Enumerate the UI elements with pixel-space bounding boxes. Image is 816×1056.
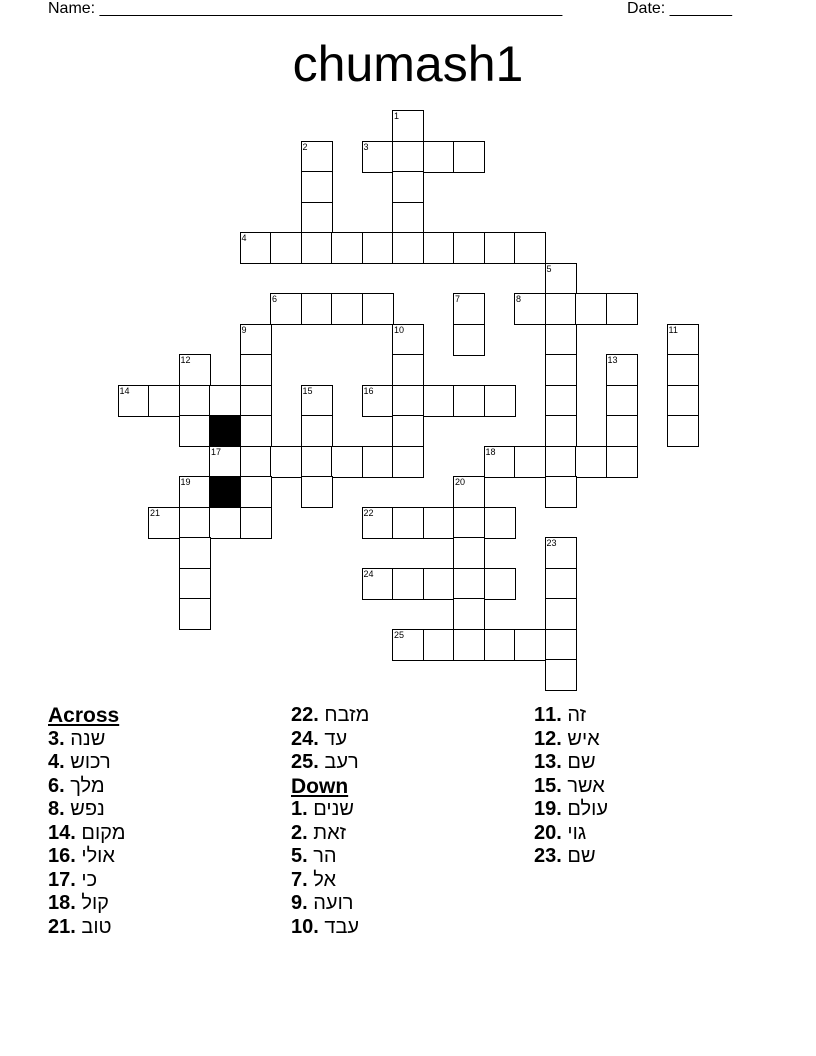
clue-word: אל	[313, 868, 337, 891]
clue-word: עולם	[567, 798, 608, 820]
cell-number: 4	[241, 233, 247, 243]
grid-cell[interactable]	[362, 293, 394, 325]
grid-cell[interactable]	[453, 232, 485, 264]
grid-cell[interactable]	[362, 141, 394, 173]
clue-number: 2.	[291, 821, 308, 844]
clue-number: 4.	[48, 751, 65, 773]
grid-cell[interactable]	[606, 446, 638, 478]
grid-cell[interactable]	[270, 293, 302, 325]
cell-number: 2	[302, 141, 308, 152]
grid-cell[interactable]	[545, 293, 577, 325]
cell-number: 14	[119, 385, 130, 396]
grid-cell[interactable]	[453, 537, 485, 569]
cell-number: 15	[302, 385, 313, 396]
grid-cell[interactable]	[484, 446, 516, 478]
cell-number: 7	[455, 294, 461, 304]
clue-word: גוי	[567, 821, 587, 844]
clue-number: 14.	[48, 821, 76, 844]
cell-number: 1	[394, 111, 400, 121]
clue-word: רכוש	[70, 751, 111, 773]
grid-cell[interactable]	[392, 507, 424, 539]
grid-cell[interactable]	[240, 476, 272, 508]
clue-word: איש	[567, 727, 600, 750]
clue-number: 8.	[48, 798, 65, 820]
cell-number: 9	[241, 324, 247, 335]
grid-cell[interactable]	[209, 385, 241, 417]
clue-number: 18.	[48, 892, 76, 914]
grid-cell[interactable]	[392, 110, 424, 142]
grid-cell[interactable]	[270, 232, 302, 264]
clue-word: קול	[81, 892, 109, 914]
clue-item	[534, 822, 608, 846]
clue-word: עד	[324, 727, 348, 750]
grid-cell[interactable]	[423, 385, 455, 417]
grid-cell[interactable]	[362, 232, 394, 264]
clue-number: 11.	[534, 704, 562, 726]
grid-cell[interactable]	[392, 232, 424, 264]
clue-number: 15.	[534, 774, 562, 797]
grid-cell[interactable]	[453, 385, 485, 417]
grid-cell[interactable]	[392, 629, 424, 661]
clue-number: 24.	[291, 727, 319, 750]
grid-cell[interactable]	[667, 354, 699, 386]
clue-number: 19.	[534, 798, 562, 820]
grid-cell[interactable]	[667, 324, 699, 356]
grid-cell[interactable]	[453, 476, 485, 508]
grid-cell[interactable]	[514, 446, 546, 478]
grid-cell[interactable]	[209, 507, 241, 539]
grid-cell[interactable]	[362, 568, 394, 600]
cell-number: 3	[363, 141, 369, 152]
grid-cell[interactable]	[362, 385, 394, 417]
grid-cell[interactable]	[606, 415, 638, 447]
clue-word: רועה	[313, 892, 354, 914]
grid-cell[interactable]	[545, 537, 577, 569]
clue-word: זה	[567, 704, 587, 726]
grid-cell[interactable]	[179, 476, 211, 508]
grid-cell[interactable]	[484, 232, 516, 264]
clue-number: 9.	[291, 892, 308, 914]
grid-cell[interactable]	[301, 415, 333, 447]
clue-word: אשר	[567, 774, 605, 797]
grid-cell[interactable]	[484, 568, 516, 600]
grid-cell[interactable]	[545, 598, 577, 630]
grid-cell[interactable]	[179, 537, 211, 569]
grid-cell[interactable]	[301, 476, 333, 508]
clue-item	[48, 751, 125, 775]
grid-cell[interactable]	[545, 568, 577, 600]
grid-cell[interactable]	[667, 415, 699, 447]
clue-item	[534, 845, 608, 869]
grid-cell[interactable]	[240, 415, 272, 447]
clue-item	[534, 798, 608, 822]
grid-cell[interactable]	[423, 141, 455, 173]
grid-cell[interactable]	[545, 659, 577, 691]
grid-cell[interactable]	[301, 293, 333, 325]
grid-cell[interactable]	[453, 507, 485, 539]
grid-cell[interactable]	[392, 354, 424, 386]
clue-item	[291, 822, 369, 846]
clue-item	[48, 892, 125, 916]
clue-word: מקום	[81, 821, 126, 844]
cell-number: 21	[150, 507, 161, 518]
clue-item	[534, 775, 608, 799]
grid-cell[interactable]	[148, 385, 180, 417]
cell-number: 10	[394, 324, 405, 335]
clue-column-2	[291, 704, 369, 939]
grid-cell[interactable]	[575, 446, 607, 478]
cell-number: 11	[668, 324, 678, 335]
grid-cell[interactable]	[545, 476, 577, 508]
grid-cell[interactable]	[667, 385, 699, 417]
clue-word: שם	[567, 845, 596, 867]
clue-item	[48, 798, 125, 822]
grid-cell[interactable]	[301, 446, 333, 478]
grid-cell[interactable]	[331, 293, 363, 325]
grid-cell[interactable]	[453, 598, 485, 630]
clue-word: שנה	[70, 727, 106, 750]
grid-cell[interactable]	[423, 232, 455, 264]
grid-cell[interactable]	[545, 385, 577, 417]
clue-item	[291, 798, 369, 822]
cell-number: 12	[180, 355, 191, 365]
grid-cell[interactable]	[148, 507, 180, 539]
cell-number: 22	[363, 507, 374, 518]
grid-cell[interactable]	[484, 629, 516, 661]
grid-cell[interactable]	[301, 202, 333, 234]
grid-cell[interactable]	[179, 385, 211, 417]
clue-item	[534, 728, 608, 752]
clue-word: כי	[81, 868, 98, 891]
clue-item	[534, 704, 608, 728]
grid-cell[interactable]	[545, 324, 577, 356]
clue-number: 1.	[291, 798, 308, 820]
grid-cell[interactable]	[331, 446, 363, 478]
clue-number: 16.	[48, 845, 76, 867]
grid-cell[interactable]	[392, 171, 424, 203]
grid-cell[interactable]	[301, 171, 333, 203]
grid-cell[interactable]	[545, 415, 577, 447]
clue-item	[291, 845, 369, 869]
clue-word: נפש	[70, 798, 105, 820]
clue-number: 12.	[534, 727, 562, 750]
clue-number: 21.	[48, 915, 76, 938]
grid-cell[interactable]	[545, 263, 577, 295]
cell-number: 13	[607, 355, 618, 365]
grid-cell[interactable]	[606, 293, 638, 325]
grid-cell[interactable]	[331, 232, 363, 264]
clue-word: טוב	[81, 915, 112, 938]
clue-word: מלך	[70, 774, 105, 797]
clue-word: שם	[567, 751, 596, 773]
grid-cell[interactable]	[392, 141, 424, 173]
across-heading: Across	[48, 704, 120, 727]
grid-cell[interactable]	[301, 141, 333, 173]
grid-cell[interactable]	[423, 507, 455, 539]
grid-cell[interactable]	[392, 568, 424, 600]
grid-cell[interactable]	[606, 385, 638, 417]
grid-cell[interactable]	[179, 568, 211, 600]
cell-number: 17	[211, 446, 222, 457]
grid-cell[interactable]	[301, 232, 333, 264]
grid-cell[interactable]	[453, 629, 485, 661]
grid-cell[interactable]	[301, 385, 333, 417]
grid-cell[interactable]	[240, 385, 272, 417]
clue-number: 23.	[534, 845, 562, 867]
grid-cell[interactable]	[545, 354, 577, 386]
grid-cell[interactable]	[179, 354, 211, 386]
cell-number: 19	[180, 477, 191, 487]
grid-cell[interactable]	[453, 324, 485, 356]
cell-number: 16	[363, 385, 374, 396]
grid-cell[interactable]	[392, 324, 424, 356]
grid-cell[interactable]	[423, 568, 455, 600]
grid-cell[interactable]	[392, 202, 424, 234]
clue-number: 13.	[534, 751, 562, 773]
cell-number: 5	[546, 263, 552, 274]
clue-number: 25.	[291, 751, 319, 773]
clue-item	[291, 704, 369, 728]
grid-cell[interactable]	[453, 293, 485, 325]
puzzle-title: chumash1	[292, 36, 524, 92]
clue-word: עבד	[324, 915, 360, 938]
grid-cell[interactable]	[453, 141, 485, 173]
clue-number: 7.	[291, 868, 308, 891]
grid-cell[interactable]	[514, 293, 546, 325]
grid-cell[interactable]	[392, 415, 424, 447]
cell-number: 23	[546, 538, 557, 548]
clue-word: שנים	[313, 798, 354, 820]
grid-cell[interactable]	[118, 385, 150, 417]
grid-cell[interactable]	[179, 507, 211, 539]
clue-number: 20.	[534, 821, 562, 844]
clue-word: רעב	[324, 751, 359, 773]
grid-cell[interactable]	[179, 415, 211, 447]
clue-item	[291, 916, 369, 940]
clue-word: הר	[313, 845, 337, 867]
cell-number: 6	[272, 294, 278, 304]
grid-cell[interactable]	[575, 293, 607, 325]
clue-item	[291, 728, 369, 752]
clue-item	[48, 916, 125, 940]
grid-cell[interactable]	[362, 507, 394, 539]
cell-number: 8	[516, 294, 522, 304]
date-field-line[interactable]: Date: _______	[627, 0, 732, 17]
cell-number: 25	[394, 629, 405, 640]
grid-cell[interactable]	[240, 232, 272, 264]
clue-item	[291, 751, 369, 775]
clue-item	[48, 869, 125, 893]
grid-cell[interactable]	[423, 629, 455, 661]
grid-cell[interactable]	[545, 629, 577, 661]
grid-cell[interactable]	[514, 232, 546, 264]
clue-item	[291, 892, 369, 916]
clue-number: 10.	[291, 915, 319, 938]
clue-item	[48, 822, 125, 846]
clue-column-3	[534, 704, 608, 869]
grid-cell[interactable]	[392, 385, 424, 417]
clue-number: 5.	[291, 845, 308, 867]
grid-block-cell	[209, 415, 241, 447]
grid-block-cell	[209, 476, 241, 508]
clue-number: 3.	[48, 727, 65, 750]
cell-number: 18	[485, 446, 496, 457]
grid-cell[interactable]	[179, 598, 211, 630]
clue-word: אולי	[81, 845, 115, 867]
clue-item	[48, 728, 125, 752]
grid-cell[interactable]	[545, 446, 577, 478]
clue-item	[534, 751, 608, 775]
clue-number: 17.	[48, 868, 76, 891]
grid-cell[interactable]	[240, 324, 272, 356]
grid-cell[interactable]	[514, 629, 546, 661]
clue-item	[291, 869, 369, 893]
grid-cell[interactable]	[484, 385, 516, 417]
grid-cell[interactable]	[240, 354, 272, 386]
grid-cell[interactable]	[606, 354, 638, 386]
clue-item	[48, 775, 125, 799]
grid-cell[interactable]	[484, 507, 516, 539]
down-heading: Down	[291, 774, 349, 798]
grid-cell[interactable]	[240, 446, 272, 478]
grid-cell[interactable]	[270, 446, 302, 478]
clue-item	[48, 845, 125, 869]
cell-number: 20	[455, 477, 466, 487]
clue-column-1	[48, 704, 125, 939]
grid-cell[interactable]	[362, 446, 394, 478]
clue-number: 6.	[48, 774, 65, 797]
cell-number: 24	[363, 568, 374, 579]
name-field-line[interactable]: Name: ____________________________________________________	[48, 0, 563, 17]
grid-cell[interactable]	[392, 446, 424, 478]
grid-cell[interactable]	[453, 568, 485, 600]
grid-cell[interactable]	[209, 446, 241, 478]
clue-word: מזבח	[324, 704, 370, 726]
clue-number: 22.	[291, 704, 319, 726]
grid-cell[interactable]	[240, 507, 272, 539]
clue-word: זאת	[313, 821, 347, 844]
